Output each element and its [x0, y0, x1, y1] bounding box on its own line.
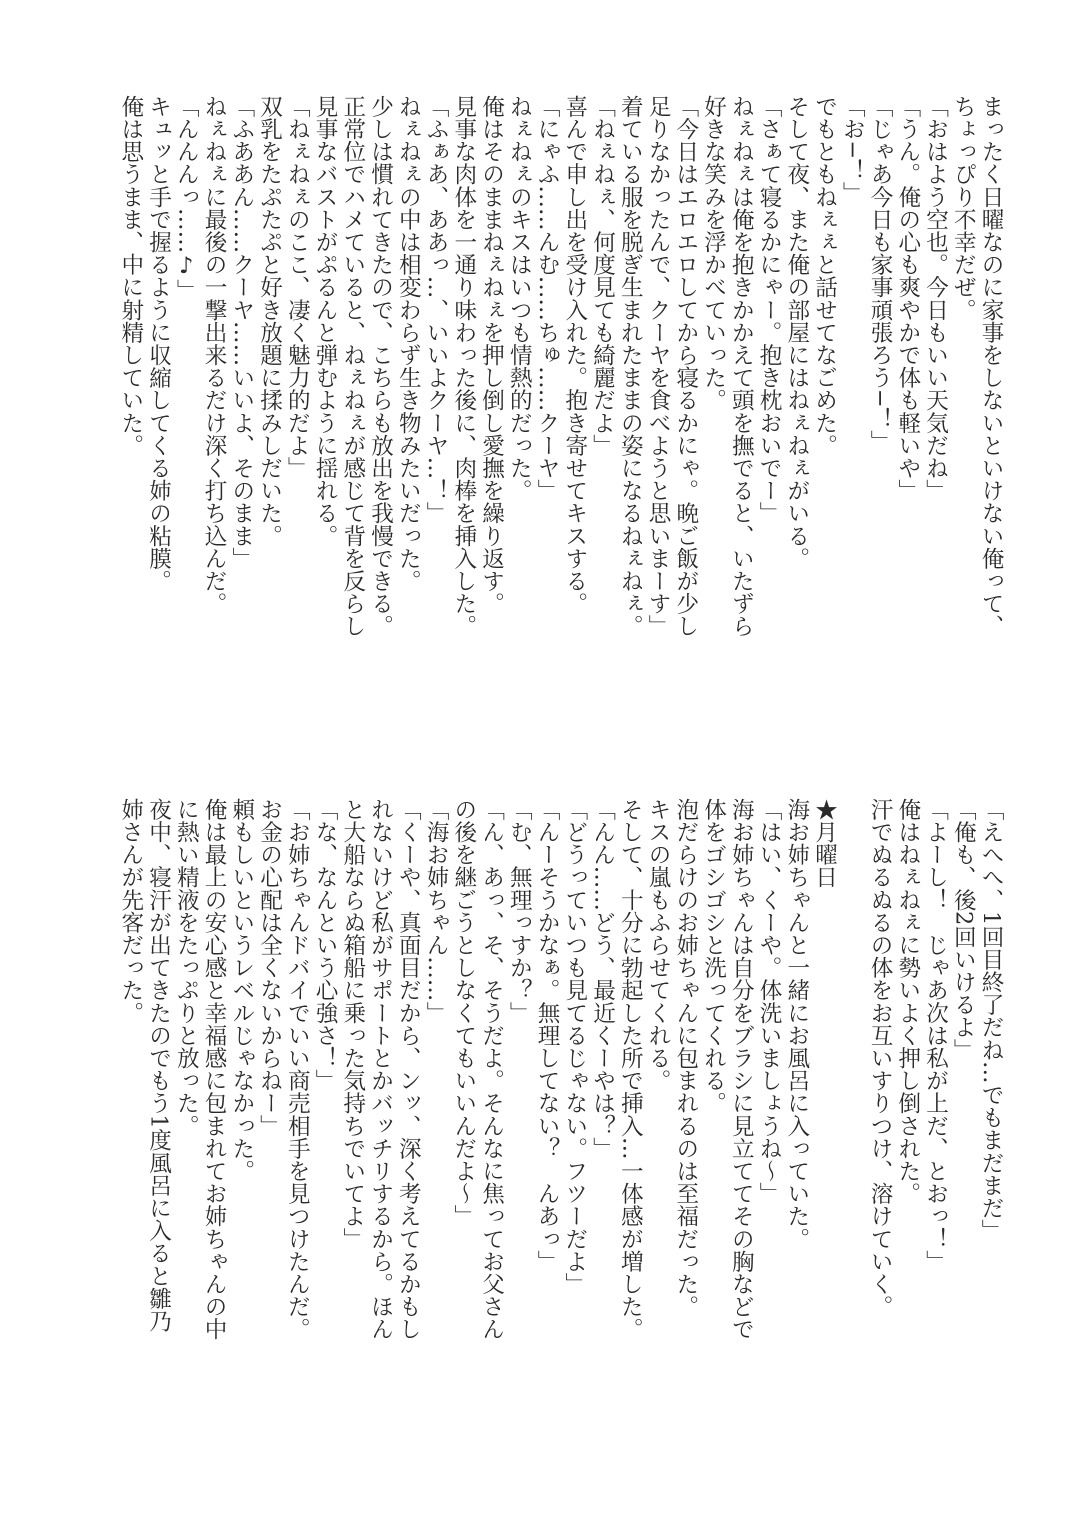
text-line: 「お姉ちゃんドバイでいい商売相手を見つけたんだ。	[284, 798, 311, 1341]
text-line: 好きな笑みを浮かべていった。	[700, 95, 727, 412]
text-line: 「はい、くーや。体洗いましょうね〜」	[756, 798, 782, 1205]
text-line: 着ている服を脱ぎ生まれたままの姿になるねぇねぇ。	[617, 95, 644, 638]
text-line: 「ふああん……クーヤ……いいよ、そのまま」	[228, 95, 255, 570]
text-line: 正常位でハメていると、ねぇねぇが感じて背を反らし	[339, 95, 366, 638]
text-line: キュッと手で握るように収縮してくる姉の粘膜。	[145, 95, 172, 593]
text-line: 「にゃふ……んむ……ちゅ……クーヤ」	[534, 95, 560, 502]
text-line: 双乳をたぷたぷと好き放題に揉みしだいた。	[256, 95, 283, 547]
text-line: 俺は思うまま、中に射精していた。	[117, 95, 144, 457]
text-line: 「お−！」	[839, 95, 866, 205]
text-line: 海お姉ちゃんは自分をブラシに見立ててその胸などで	[728, 798, 755, 1341]
text-line: 俺はそのままねぇねぇを押し倒し愛撫を繰り返す。	[478, 95, 505, 615]
text-block-top	[116, 95, 1004, 675]
text-line: ★月曜日	[811, 798, 838, 889]
text-line: 泡だらけのお姉ちゃんに包まれるのは至福だった。	[672, 798, 699, 1318]
text-line: 少しは慣れてきたので、こちらも放出を我慢できる。	[367, 95, 394, 638]
text-line: 姉さんが先客だった。	[117, 798, 144, 1024]
text-line: の後を継ごうとしなくてもいいんだよ〜」	[450, 798, 477, 1228]
text-line: 頼もしいというレベルじゃなかった。	[228, 798, 255, 1183]
text-line: 「んん……どう、最近くーやは？」	[589, 798, 616, 1160]
text-line: 「んーそうかなぁ。無理してない？ んあっ」	[534, 798, 560, 1273]
text-line: 夜中、寝汗が出てきたのでもう1度風呂に入ると雛乃	[145, 798, 172, 1333]
text-line: 「えへへ、1回目終了だね…でもまだまだ」	[978, 798, 1004, 1242]
text-line: 「くーや、真面目だから、ンッ、深く考えてるかもし	[395, 798, 422, 1341]
text-line: まったく日曜なのに家事をしないといけない俺って、	[978, 95, 1004, 638]
text-line: 「おはよう空也。今日もいい天気だね」	[922, 95, 949, 502]
text-line: 「海お姉ちゃん……」	[423, 798, 449, 1024]
text-line: そして夜、また俺の部屋にはねぇねぇがいる。	[783, 95, 810, 570]
text-line: 「ん、あっ、そ、そうだよ。そんなに焦ってお父さん	[478, 798, 505, 1341]
text-line: 見事なバストがぷるんと弾むように揺れる。	[312, 95, 338, 547]
text-line: 喜んで申し出を受け入れた。抱き寄せてキスする。	[561, 95, 588, 615]
text-line: 足りなかったんで、クーヤを食べようと思いまーす」	[645, 95, 671, 638]
text-line: でもともねぇぇと話せてなごめた。	[811, 95, 838, 457]
text-line: お金の心配は全くないからねー」	[256, 798, 283, 1137]
text-line: に熱い精液をたっぷりと放った。	[173, 798, 200, 1137]
text-line: ねぇねぇに最後の一撃出来るだけ深く打ち込んだ。	[201, 95, 227, 615]
text-line	[838, 798, 866, 1378]
text-line: ちょっぴり不幸だぜ。	[950, 95, 977, 321]
text-line: 「よーし！ じゃあ次は私が上だ、とおっ！」	[922, 798, 949, 1273]
text-line: 「ふぁあ、ああっ…、いいよクーヤ…！」	[423, 95, 449, 525]
text-line: 海お姉ちゃんと一緒にお風呂に入っていた。	[783, 798, 810, 1250]
text-line: ねぇねぇは俺を抱きかかえて頭を撫でると、いたずら	[728, 95, 755, 638]
text-line: 「ねぇねぇのここ、凄く魅力的だよ」	[284, 95, 311, 480]
text-line: ねぇねぇの中は相変わらず生き物みたいだった。	[395, 95, 422, 593]
text-line: 俺はねぇねぇに勢いよく押し倒された。	[894, 798, 921, 1205]
text-line: 見事な肉体を一通り味わった後に、肉棒を挿入した。	[450, 95, 477, 638]
text-line: 「どうっていつも見てるじゃない。フツーだよ」	[561, 798, 588, 1296]
text-line: 「今日はエロエロしてから寝るかにゃ。晩ご飯が少し	[672, 95, 699, 638]
text-line: 体をゴシゴシと洗ってくれる。	[700, 798, 727, 1115]
text-line: 俺は最上の安心感と幸福感に包まれてお姉ちゃんの中	[201, 798, 227, 1341]
text-line: 「さぁて寝るかにゃー。抱き枕おいでー」	[756, 95, 782, 525]
text-line: 「な、なんという心強さ！」	[312, 798, 338, 1092]
text-line: 「んんんっ……♪」	[173, 95, 200, 302]
text-line: ねぇねぇのキスはいつも情熱的だった。	[506, 95, 533, 502]
text-block-bottom	[116, 798, 1004, 1378]
text-line: 汗でぬるぬるの体をお互いすりつけ、溶けていく。	[867, 798, 893, 1318]
text-line: 「ねぇねぇ、何度見ても綺麗だよ」	[589, 95, 616, 457]
text-line: そして、十分に勃起した所で挿入…一体感が増した。	[617, 798, 644, 1341]
text-line: 「俺も、後2回いけるよ」	[950, 798, 977, 1061]
text-line: キスの嵐もふらせてくれる。	[645, 798, 671, 1092]
text-line: と大船ならぬ箱船に乗った気持ちでいてよ」	[339, 798, 366, 1250]
text-line: 「じゃあ今日も家事頑張ろう−！」	[867, 95, 893, 453]
text-line: れないけど私がサポートとかバッチリするから。ほん	[367, 798, 394, 1341]
text-line: 「む、無理っすか？」	[506, 798, 533, 1024]
text-line: 「うん。俺の心も爽やかで体も軽いや」	[894, 95, 921, 502]
